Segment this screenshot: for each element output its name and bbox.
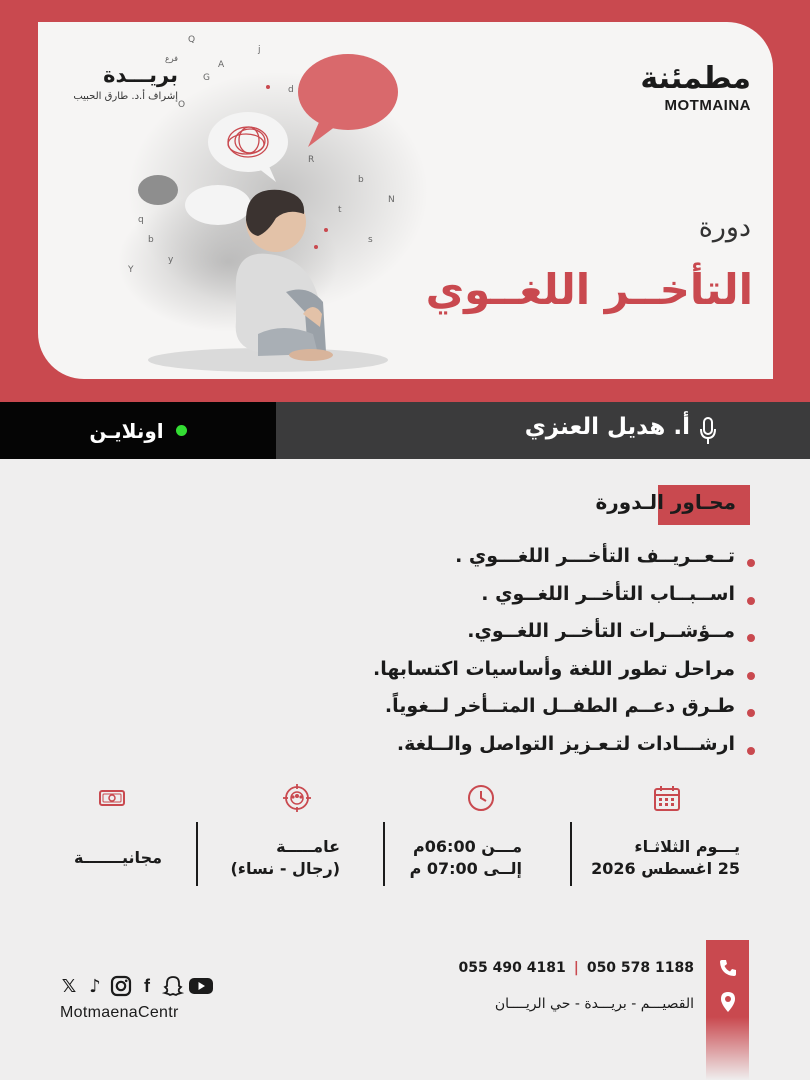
- address: القصيـــم - بريـــدة - حي الريــــان: [494, 996, 694, 1012]
- phone-number-2[interactable]: 050 578 1188: [586, 960, 694, 976]
- list-item: اســبــاب التأخــر اللغــوي .: [335, 583, 755, 621]
- instagram-icon[interactable]: [110, 975, 132, 997]
- brand-logo: [640, 62, 751, 114]
- info-date: 25 اغسطس 2026: [591, 859, 740, 878]
- social-handle[interactable]: MotmaenaCentr: [60, 1004, 179, 1021]
- list-item: طـرق دعــم الطفــل المتــأخر لــغوياً.: [335, 695, 755, 733]
- svg-text:y: y: [168, 255, 174, 265]
- course-label: دورة: [698, 212, 751, 243]
- svg-text:G: G: [203, 73, 210, 83]
- svg-text:Y: Y: [128, 265, 134, 275]
- phone-icon: [718, 958, 738, 978]
- course-title: التأخــر اللغــوي: [425, 265, 753, 314]
- youtube-icon[interactable]: [188, 975, 214, 997]
- instructor-name: أ. هديل العنزي: [524, 414, 690, 440]
- svg-text:b: b: [358, 175, 364, 185]
- snapchat-icon[interactable]: [162, 975, 184, 997]
- info-time-block: [410, 836, 522, 880]
- info-day: يـــوم الثلاثـاء: [634, 837, 740, 856]
- online-status-dot: [176, 425, 187, 436]
- svg-text:Q: Q: [188, 35, 196, 45]
- svg-text:j: j: [258, 45, 261, 55]
- svg-text:O: O: [178, 100, 186, 110]
- info-time-from: مـــن 06:00م: [413, 837, 522, 856]
- location-pin-icon: [718, 991, 738, 1013]
- brand-name-en: MOTMAINA: [664, 97, 751, 114]
- branch-supervision: إشراف أ.د. طارق الحبيب: [73, 91, 178, 102]
- info-price: مجانيـــــــة: [74, 848, 162, 867]
- svg-text:d: d: [288, 85, 294, 95]
- social-links: [58, 975, 214, 997]
- info-time-to: إلــى 07:00 م: [409, 859, 522, 878]
- list-item: ارشـــادات لتـعـزيز التواصل والــلغة.: [335, 733, 755, 771]
- phone-separator: |: [573, 960, 579, 976]
- svg-text:b: b: [148, 235, 154, 245]
- info-divider: [570, 822, 572, 886]
- clock-icon: [466, 783, 496, 813]
- delivery-mode: اونلايـن: [89, 418, 164, 443]
- info-audience: عامـــــة: [276, 837, 340, 856]
- brand-name-ar: مطمئنة: [640, 61, 751, 96]
- svg-text:s: s: [368, 235, 373, 245]
- list-item: مــؤشــرات التأخــر اللغــوي.: [335, 620, 755, 658]
- calendar-icon: [652, 783, 682, 813]
- instructor-bar: [276, 402, 810, 459]
- delivery-mode-bar: [0, 402, 276, 459]
- branch-block: [60, 54, 178, 102]
- hero-card: [38, 22, 773, 379]
- x-icon[interactable]: 𝕏: [61, 975, 77, 997]
- branch-name: بريـــدة: [103, 63, 178, 87]
- audience-target-icon: [282, 783, 312, 813]
- info-audience-block: [230, 836, 340, 880]
- phone-number-1[interactable]: 055 490 4181: [458, 960, 566, 976]
- svg-text:t: t: [338, 205, 342, 215]
- phone-numbers: [459, 960, 694, 976]
- info-divider: [383, 822, 385, 886]
- svg-text:q: q: [138, 215, 144, 225]
- svg-text:A: A: [218, 60, 225, 70]
- axes-list: [335, 545, 755, 770]
- svg-text:N: N: [388, 195, 395, 205]
- info-audience-detail: (رجال - نساء): [230, 859, 340, 878]
- info-divider: [196, 822, 198, 886]
- facebook-icon[interactable]: f: [144, 975, 150, 996]
- branch-label: فرع: [164, 54, 178, 63]
- cash-icon: [97, 783, 127, 813]
- list-item: تــعــريــف التأخـــر اللغـــوي .: [335, 545, 755, 583]
- axes-heading: محـاور الـدورة: [595, 490, 736, 514]
- contact-accent-bar: [706, 940, 749, 1080]
- list-item: مراحل تطور اللغة وأساسيات اكتسابها.: [335, 658, 755, 696]
- tiktok-icon[interactable]: ♪: [89, 975, 101, 997]
- info-day-block: [591, 836, 740, 880]
- svg-text:R: R: [308, 155, 315, 165]
- microphone-icon: [698, 416, 718, 446]
- axes-heading-block: [550, 485, 750, 525]
